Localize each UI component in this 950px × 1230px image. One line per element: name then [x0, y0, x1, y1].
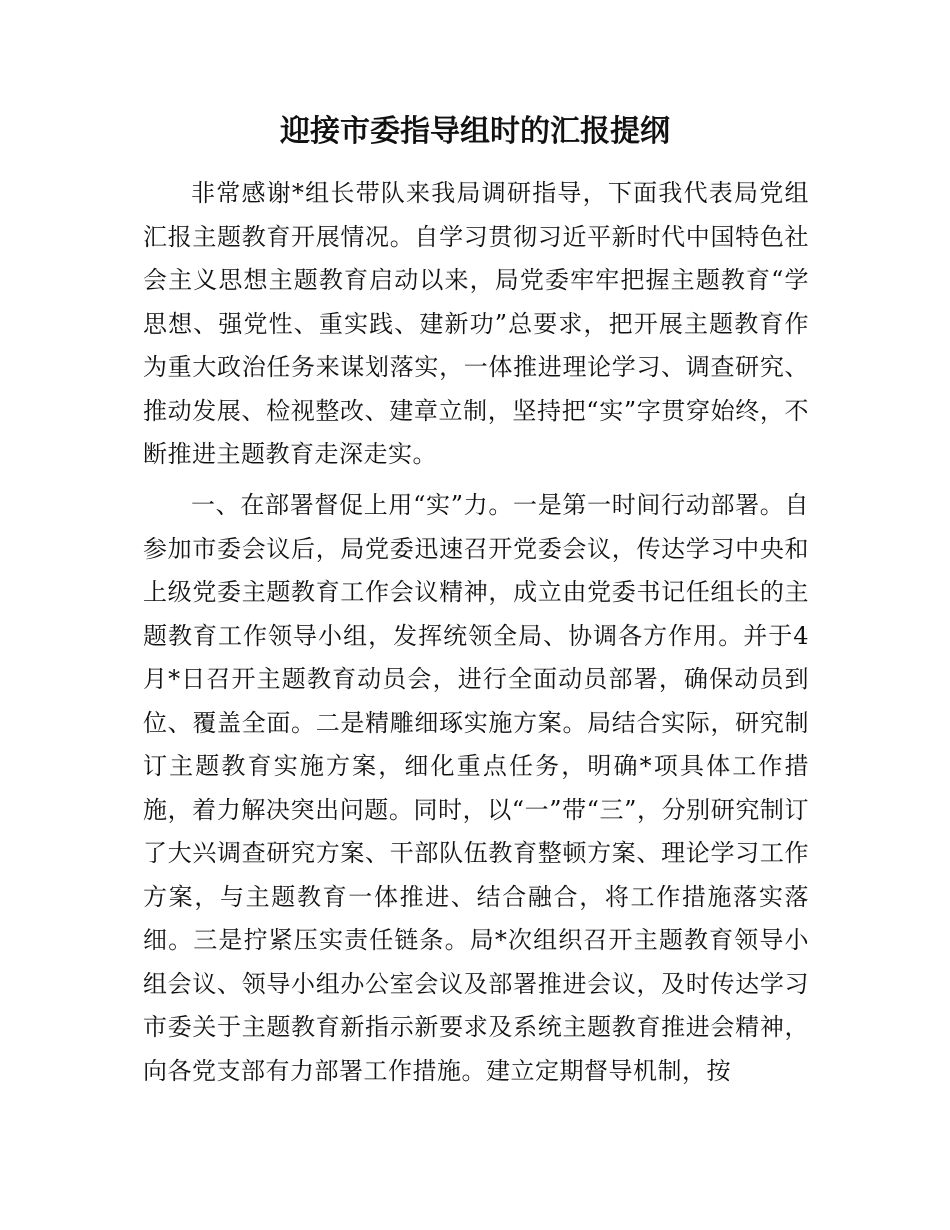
- paragraph-intro: 非常感谢*组长带队来我局调研指导，下面我代表局党组汇报主题教育开展情况。自学习贯彻习近平新时代中国特色社会主义思想主题教育启动以来，局党委牢牢把握主题教育“学思想、强党性、重实践、建新功”总要求，把开展主题教育作为重大政治任务来谋划落实，一体推进理论学习、调查研究、推动发展、检视整改、建章立制，坚持把“实”字贯穿始终，不断推进主题教育走深走实。: [143, 179, 809, 468]
- paragraph-section-one: 一、在部署督促上用“实”力。一是第一时间行动部署。自参加市委会议后，局党委迅速召开党委会议，传达学习中央和上级党委主题教育工作会议精神，成立由党委书记任组长的主题教育工作领导小组，发挥统领全局、协调各方作用。并于4月*日召开主题教育动员会，进行全面动员部署，确保动员到位、覆盖全面。二是精雕细琢实施方案。局结合实际，研究制订主题教育实施方案，细化重点任务，明确*项具体工作措施，着力解决突出问题。同时，以“一”带“三”，分别研究制订了大兴调查研究方案、干部队伍教育整顿方案、理论学习工作方案，与主题教育一体推进、结合融合，将工作措施落实落细。三是拧紧压实责任链条。局*次组织召开主题教育领导小组会议、领导小组办公室会议及部署推进会议，及时传达学习市委关于主题教育新指示新要求及系统主题教育推进会精神，向各党支部有力部署工作措施。建立定期督导机制，按: [143, 491, 809, 1085]
- document-title: 迎接市委指导组时的汇报提纲: [280, 114, 670, 149]
